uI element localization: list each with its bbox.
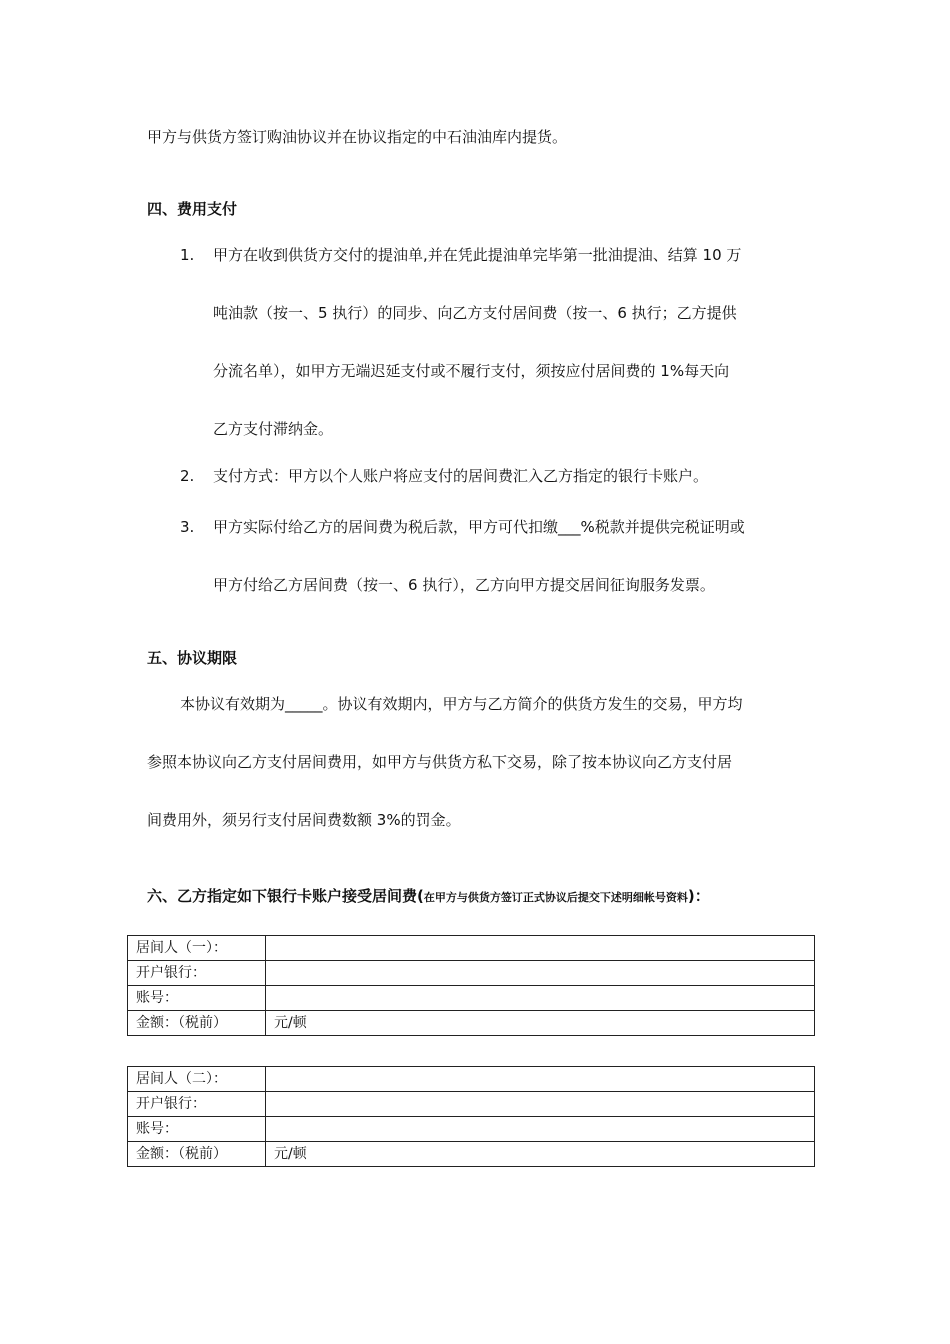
bank-value	[266, 961, 815, 986]
section-6-note: 在甲方与供货方签订正式协议后提交下述明细帐号资料	[423, 891, 688, 904]
item-3-line-2: 甲方付给乙方居间费（按一、6 执行），乙方向甲方提交居间征询服务发票。	[213, 576, 715, 594]
item-1-line-2: 吨油款（按一、5 执行）的同步、向乙方支付居间费（按一、6 执行；乙方提供	[213, 304, 737, 322]
account-number-value	[266, 1117, 815, 1142]
item-2-number: 2.	[180, 467, 195, 485]
item-3-line-1: 甲方实际付给乙方的居间费为税后款，甲方可代扣缴___%税款并提供完税证明或	[213, 518, 745, 536]
table-row	[128, 1092, 815, 1117]
amount-value: 元/顿	[266, 1142, 815, 1167]
section-6-heading-text: 六、乙方指定如下银行卡账户接受居间费(	[147, 887, 424, 905]
item-1-line-4: 乙方支付滞纳金。	[213, 420, 334, 438]
amount-label: 金额：（税前）	[128, 1142, 266, 1167]
section-5-line-1: 本协议有效期为_____。协议有效期内，甲方与乙方简介的供货方发生的交易，甲方均	[180, 695, 743, 713]
section-5-line-2: 参照本协议向乙方支付居间费用，如甲方与供货方私下交易，除了按本协议向乙方支付居	[147, 753, 733, 771]
item-1-number: 1.	[180, 246, 195, 264]
amount-value: 元/顿	[266, 1011, 815, 1036]
bank-label: 开户银行：	[128, 1092, 266, 1117]
bank-value	[266, 1092, 815, 1117]
amount-label: 金额：（税前）	[128, 1011, 266, 1036]
table-row	[128, 1011, 815, 1036]
table-row	[128, 986, 815, 1011]
intro-paragraph: 甲方与供货方签订购油协议并在协议指定的中石油油库内提货。	[147, 128, 568, 146]
payee-label: 居间人（二）：	[128, 1067, 266, 1092]
section-6-heading-end: )：	[687, 887, 710, 905]
account-number-label: 账号：	[128, 1117, 266, 1142]
payee-label: 居间人（一）：	[128, 936, 266, 961]
account-number-label: 账号：	[128, 986, 266, 1011]
section-5-line-3: 间费用外，须另行支付居间费数额 3%的罚金。	[147, 811, 461, 829]
payee-value	[266, 1067, 815, 1092]
account-table-1	[127, 935, 815, 1036]
section-4-heading: 四、费用支付	[147, 200, 238, 218]
table-row	[128, 1117, 815, 1142]
account-number-value	[266, 986, 815, 1011]
payee-value	[266, 936, 815, 961]
table-row	[128, 1067, 815, 1092]
account-table-2	[127, 1066, 815, 1167]
bank-label: 开户银行：	[128, 961, 266, 986]
item-2-line-1: 支付方式：甲方以个人账户将应支付的居间费汇入乙方指定的银行卡账户。	[213, 467, 709, 485]
item-3-number: 3.	[180, 518, 195, 536]
item-1-line-1: 甲方在收到供货方交付的提油单,并在凭此提油单完毕第一批油提油、结算 10 万	[213, 246, 742, 264]
item-1-line-3: 分流名单），如甲方无端迟延支付或不履行支付，须按应付居间费的 1%每天向	[213, 362, 730, 380]
table-row	[128, 961, 815, 986]
table-row	[128, 936, 815, 961]
section-5-heading: 五、协议期限	[147, 649, 238, 667]
section-6-heading	[147, 886, 710, 908]
table-row	[128, 1142, 815, 1167]
